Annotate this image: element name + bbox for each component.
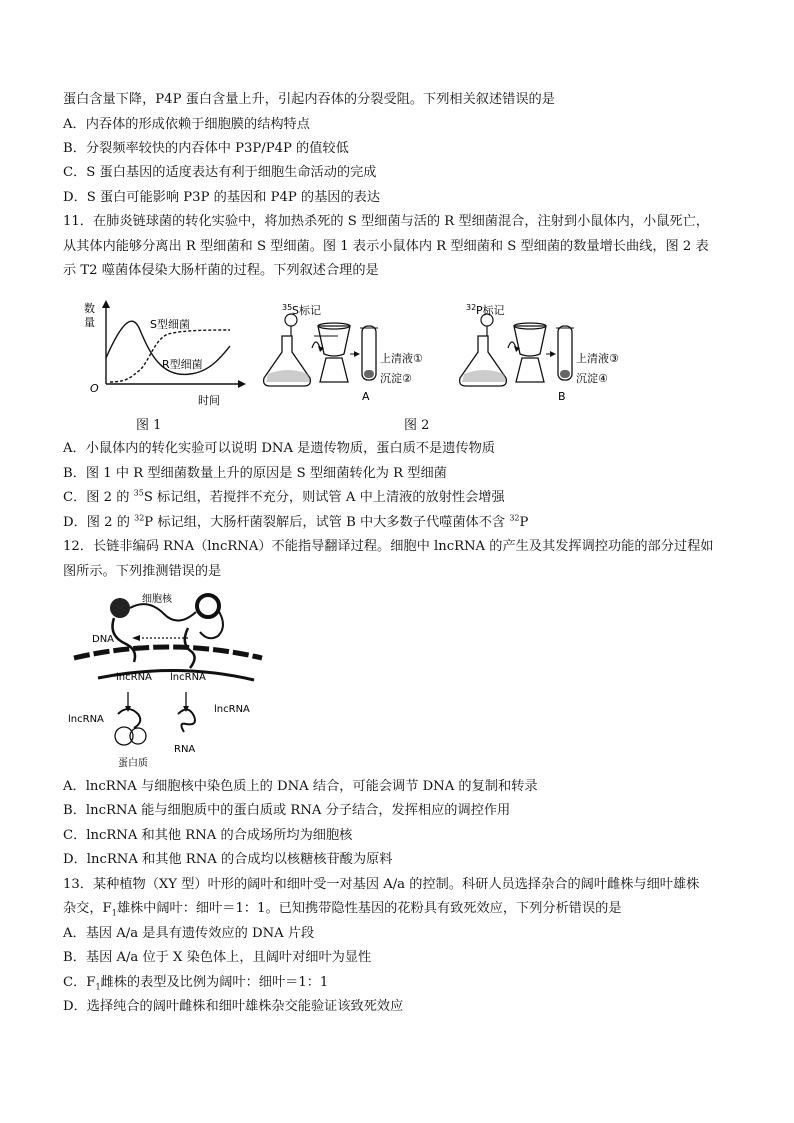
- fig2-tube-b-label: B: [558, 390, 566, 403]
- fig2-supernatant-1: 上清液①: [380, 352, 423, 365]
- q10-option-a: A．内吞体的形成依赖于细胞膜的结构特点: [63, 117, 310, 132]
- fig2-a-tag-label: S标记: [292, 304, 321, 317]
- q12-stem-line2: 图所示。下列推测错误的是: [63, 564, 222, 579]
- q10-stem-tail: 蛋白含量下降，P4P 蛋白含量上升，引起内吞体的分裂受阻。下列相关叙述错误的是: [63, 92, 555, 107]
- figure-1-growth-curve: [80, 296, 250, 406]
- q11-option-d: D．图 2 的 $^{32}$P 标记组，大肠杆菌裂解后，试管 B 中大多数子代噬菌体不含 $^{32}$P: [63, 513, 529, 530]
- fig3-protein-label: 蛋白质: [118, 758, 148, 769]
- q12-option-a: A．lncRNA 与细胞核中染色质上的 DNA 结合，可能会调节 DNA 的复制和转录: [63, 779, 538, 794]
- q11-option-a: A．小鼠体内的转化实验可以说明 DNA 是遗传物质，蛋白质不是遗传物质: [63, 441, 495, 456]
- chromatin-right-icon: [197, 595, 219, 617]
- q13-stem-line1: 13．某种植物（XY 型）叶形的阔叶和细叶受一对基因 A/a 的控制。科研人员选择杂合的阔叶雌株与细叶雄株: [63, 877, 700, 892]
- fig1-y-label-bottom: 量: [84, 316, 95, 329]
- figure-2-caption: 图 2: [404, 418, 430, 433]
- fig2-b-tag-label: P标记: [476, 304, 505, 317]
- q13-stem-line2: 杂交，$F_1$雄株中阔叶：细叶＝1：1。已知携带隐性基因的花粉具有致死效应，下列分析错误的是: [63, 901, 622, 918]
- q12-option-d: D．lncRNA 和其他 RNA 的合成均以核糖核苷酸为原料: [63, 852, 393, 867]
- q10-option-c: C．S 蛋白基因的适度表达有利于细胞生命活动的完成: [63, 165, 377, 180]
- fig3-rna-label: RNA: [174, 744, 196, 755]
- q12-option-b: B．lncRNA 能与细胞质中的蛋白质或 RNA 分子结合，发挥相应的调控作用: [63, 803, 511, 818]
- q11-option-c: C．图 2 的 $^{35}$S 标记组，若搅拌不充分，则试管 A 中上清液的放射性会增强: [63, 488, 505, 505]
- q13-option-c: C．$F_1$雌株的表型及比例为阔叶：细叶＝1：1: [63, 975, 329, 992]
- fig3-dna-label: DNA: [92, 634, 115, 645]
- q13-option-b: B．基因 A/a 位于 X 染色体上，且阔叶对细叶为显性: [63, 950, 372, 965]
- q11-option-b: B．图 1 中 R 型细菌数量上升的原因是 S 型细菌转化为 R 型细菌: [63, 466, 447, 481]
- fig2-b-mass-number: 32: [466, 303, 477, 312]
- q10-option-b: B．分裂频率较快的内吞体中 P3P/P4P 的值较低: [63, 141, 349, 156]
- fig1-origin-label: O: [90, 382, 99, 395]
- fig2-sediment-2: 沉淀②: [380, 372, 412, 385]
- q13-option-d: D．选择纯合的阔叶雌株和细叶雄株杂交能验证该致死效应: [63, 999, 404, 1014]
- q11-stem-line2: 从其体内能够分离出 R 型细菌和 S 型细菌。图 1 表示小鼠体内 R 型细菌和 S 型细菌的数量增长曲线，图 2 表: [63, 239, 709, 254]
- figure-lncrna-process: [68, 592, 268, 772]
- q12-stem-line1: 12．长链非编码 RNA（lncRNA）不能指导翻译过程。细胞中 lncRNA 的产生及其发挥调控功能的部分过程如: [63, 539, 714, 554]
- q10-option-d: D．S 蛋白可能影响 P3P 的基因和 P4P 的基因的表达: [63, 190, 381, 205]
- q12-option-c: C．lncRNA 和其他 RNA 的合成场所均为细胞核: [63, 828, 353, 843]
- q11-stem-line3: 示 T2 噬菌体侵染大肠杆菌的过程。下列叙述合理的是: [63, 263, 379, 278]
- fig3-lncrna-label-1: lncRNA: [116, 672, 152, 683]
- fig3-lncrna-label-3: lncRNA: [214, 704, 250, 715]
- fig1-y-label-top: 数: [84, 302, 95, 315]
- fig2-sediment-4: 沉淀④: [576, 372, 608, 385]
- fig1-s-curve-label: S型细菌: [150, 318, 190, 331]
- fig2-supernatant-3: 上清液③: [576, 352, 619, 365]
- fig2-group-a: [264, 303, 423, 403]
- fig2-tube-a-label: A: [362, 390, 370, 403]
- fig2-a-mass-number: 35: [282, 303, 293, 312]
- figure-2-phage-experiment: [258, 296, 648, 408]
- figure-1-caption: 图 1: [136, 418, 162, 433]
- fig3-nucleus-label: 细胞核: [142, 594, 172, 605]
- fig1-r-curve-label: R型细菌: [162, 358, 203, 371]
- q13-option-a: A．基因 A/a 是具有遗传效应的 DNA 片段: [63, 926, 315, 941]
- fig2-group-b: [460, 303, 619, 403]
- chromatin-left-icon: [110, 598, 130, 618]
- q11-stem-line1: 11．在肺炎链球菌的转化实验中，将加热杀死的 S 型细菌与活的 R 型细菌混合，注射到小鼠体内，小鼠死亡，: [63, 214, 709, 229]
- fig3-lncrna-label-4: lncRNA: [68, 714, 104, 725]
- fig3-lncrna-label-2: lncRNA: [170, 672, 206, 683]
- fig1-x-label: 时间: [198, 394, 220, 406]
